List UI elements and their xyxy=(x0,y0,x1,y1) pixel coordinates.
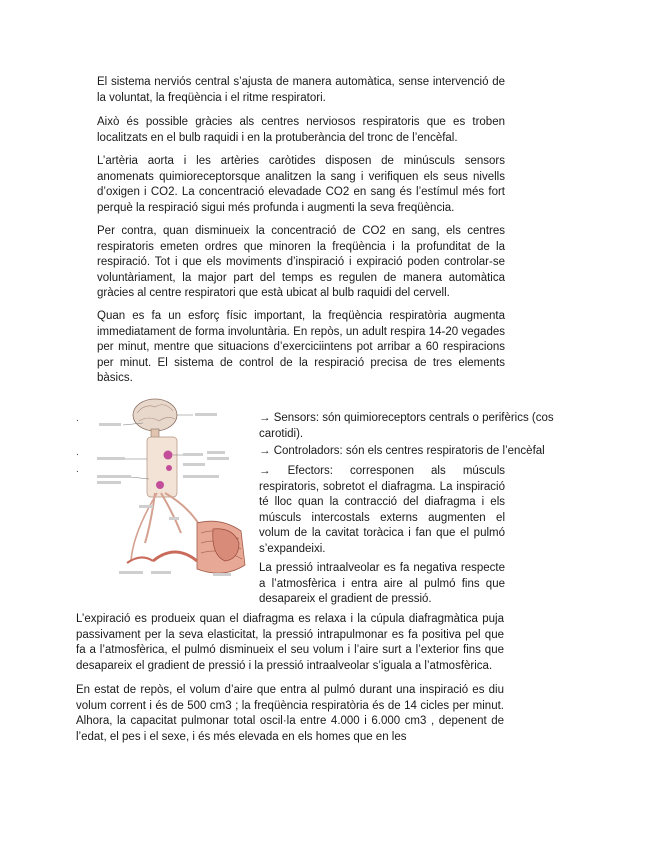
paragraph-7: En estat de repòs, el volum d’aire que entra al pulmó durant una inspiració es diu volum corrent i és de 500 cm3 ; la freqüència respiratòria és de 14 cicles per minut. Alhora, la capacitat pulmonar total oscil·la entre 4.000 i 6.000 cm3 , depenent de l’edat, el pes i el sexe, i és més elevada en els homes que en les xyxy=(76,684,504,743)
tiny-label xyxy=(97,481,121,484)
respiratory-control-diagram xyxy=(93,393,251,583)
tiny-label xyxy=(97,457,125,460)
diagram-svg xyxy=(93,393,251,583)
tiny-label xyxy=(151,571,171,574)
paragraph-5: Quan es fa un esforç físic important, la freqüència respiratòria augmenta immediatament de forma involuntària. En repòs, un adult respira 14-20 vegades per minut, mentre que situacions d’exerciciintens pot arribar a 60 respiracions per minut. El sistema de control de la respiració precisa de tres elements bàsics. xyxy=(97,310,505,385)
brain-shape xyxy=(133,399,177,431)
bullet-efectors: → Efectors: corresponen als músculs respiratoris, sobretot el diafragma. La inspiració té lloc quan la contracció del diafragma i els músculs intercostals externs augmenten el volum de la cavitat toràcica i fan que el pulmó s’expandeixi. xyxy=(259,465,505,555)
bullet-sensors: → Sensors: són quimioreceptors centrals o perifèrics (cos carotidi). xyxy=(259,412,554,440)
diaphragm xyxy=(153,552,197,561)
receptor-dot xyxy=(166,465,172,471)
tiny-label xyxy=(207,457,229,460)
tiny-label xyxy=(183,453,203,456)
tiny-label xyxy=(119,571,143,574)
paragraph-3: L’artèria aorta i les artèries caròtides disposen de minúsculs sensors anomenats quimioreceptorsque analitzen la sang i verifiquen els seus nivells d’oxigen i CO2. La concentració elevadade CO2 en sang és l’estímul més fort perquè la respiració sigui més profunda i augmenti la seva freqüència. xyxy=(97,155,505,214)
bullet-dot-2: . xyxy=(76,447,79,458)
paragraph-4: Per contra, quan disminueix la concentració de CO2 en sang, els centres respiratoris emeten ordres que minoren la freqüència i la profunditat de la respiració. Tot i que els moviments d’inspiració i expiració poden controlar-se voluntàriament, la major part del temps es regulen de manera automàtica gràcies al centre respiratori que està ubicat al bulb raquidi del cervell. xyxy=(97,225,505,300)
tiny-label xyxy=(139,505,153,508)
paragraph-1: El sistema nerviós central s’ajusta de manera automàtica, sense intervenció de la voluntat, la freqüència i el ritme respiratori. xyxy=(97,76,505,104)
label-line xyxy=(131,477,149,479)
nerve-path xyxy=(161,493,181,533)
bullet-dot-3: . xyxy=(76,464,79,475)
bullet-dot-1: . xyxy=(76,413,79,424)
tiny-label xyxy=(183,463,205,466)
paragraph-pressio: La pressió intraalveolar es fa negativa respecte a l’atmosfèrica i entra aire al pulmó fins que desapareix el gradient de pressió. xyxy=(259,562,505,606)
bullet-controladors: → Controladors: són els centres respiratoris de l’encèfal xyxy=(259,445,545,457)
tiny-label xyxy=(97,475,131,478)
tiny-label xyxy=(195,413,217,416)
tiny-label xyxy=(183,475,219,478)
tiny-label xyxy=(169,517,179,520)
receptor-dot xyxy=(164,451,173,460)
paragraph-6: L’expiració es produeix quan el diafragma es relaxa i la cúpula diafragmàtica puja passivament per la seva elasticitat, la pressió intrapulmonar es fa positiva pel que fa a l’atmosfèrica, el pulmó disminueix el seu volum i l’aire surt a l’exterior fins que desapareix el gradient de pressió i la pressió intraalveolar s’iguala a l’atmosfèrica. xyxy=(76,613,504,672)
tiny-label xyxy=(207,451,225,454)
tiny-label xyxy=(99,423,121,426)
paragraph-2: Això és possible gràcies als centres nerviosos respiratoris que es troben localitzats en el bulb raquidi i en la protuberància del tronc de l’encèfal. xyxy=(97,116,505,144)
tiny-label xyxy=(213,573,231,576)
receptor-dot xyxy=(156,481,164,489)
